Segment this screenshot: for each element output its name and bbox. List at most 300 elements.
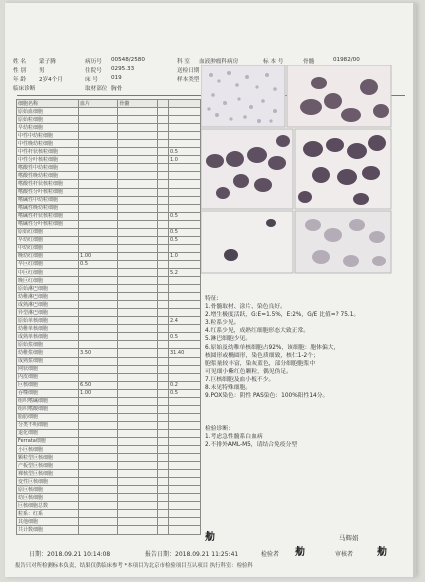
- cell-value: [168, 502, 200, 510]
- cell-value: 1.0: [168, 156, 200, 164]
- cell-value: [157, 478, 168, 486]
- cell-value: [79, 429, 118, 437]
- submit-date-label: 送检日期: [177, 68, 200, 74]
- table-row: [17, 518, 201, 526]
- cell-value: [118, 405, 157, 413]
- sex-label: 性 别: [13, 68, 26, 74]
- cell-value: [118, 389, 157, 397]
- cell-value: [79, 164, 118, 172]
- cell-value: [168, 285, 200, 293]
- finding-line: 4.红系少见，成熟红细胞形态大致正常。: [205, 328, 310, 335]
- cell-value: [79, 413, 118, 421]
- cell-value: [118, 437, 157, 445]
- type-label: 样本类型: [177, 77, 200, 83]
- table-row: [17, 244, 201, 252]
- cell-value: [118, 252, 157, 260]
- table-row: [17, 317, 201, 325]
- micrograph-5: [201, 211, 293, 273]
- cell-name: 嗜酸性晚幼粒细胞: [17, 172, 79, 180]
- findings-text: [205, 295, 405, 449]
- cell-value: [157, 494, 168, 502]
- cell-value: [79, 212, 118, 220]
- cell-value: [157, 116, 168, 124]
- finding-line: 检验诊断：: [205, 425, 234, 432]
- micrograph-panel: [201, 65, 393, 275]
- cell-value: [118, 349, 157, 357]
- table-row: [17, 389, 201, 397]
- cell-value: 1.00: [79, 252, 118, 260]
- cell-value: [79, 180, 118, 188]
- table-row: [17, 180, 201, 188]
- finding-line: 2.不排外AML-M5，请结合免疫分型: [205, 441, 298, 448]
- cell-value: [168, 309, 200, 317]
- cell-value: 0.5: [168, 228, 200, 236]
- cell-value: [157, 429, 168, 437]
- cell-value: [118, 397, 157, 405]
- finding-line: 7.巨核细胞及血小板不少。: [205, 376, 275, 383]
- table-row: [17, 236, 201, 244]
- finding-line: 特征:: [205, 296, 219, 302]
- cell-value: 3.50: [79, 349, 118, 357]
- cell-value: [79, 373, 118, 381]
- cell-name: 内皮细胞: [17, 373, 79, 381]
- cell-value: [157, 156, 168, 164]
- table-row: [17, 502, 201, 510]
- cell-name: 幼稚浆细胞: [17, 349, 79, 357]
- cell-value: [157, 462, 168, 470]
- age: 2岁4个月: [39, 77, 63, 83]
- cell-value: [157, 244, 168, 252]
- cell-value: [118, 357, 157, 365]
- cell-value: [157, 502, 168, 510]
- cell-value: [168, 462, 200, 470]
- cell-name: 原巨核细胞: [17, 486, 79, 494]
- table-row: [17, 148, 201, 156]
- cell-value: [168, 341, 200, 349]
- cell-name: 共计数细胞: [17, 526, 79, 534]
- cell-name: 中巨红细胞: [17, 268, 79, 276]
- cell-value: [157, 277, 168, 285]
- finding-line: 8.未见特殊细胞。: [205, 385, 252, 392]
- cell-value: [79, 204, 118, 212]
- cell-value: [168, 518, 200, 526]
- cell-value: [168, 220, 200, 228]
- cell-name: 网状细胞: [17, 365, 79, 373]
- col-header: 血片: [79, 100, 118, 108]
- cell-value: [79, 462, 118, 470]
- cell-value: [79, 502, 118, 510]
- cell-value: [157, 413, 168, 421]
- cell-value: 0.5: [168, 212, 200, 220]
- cell-name: 原始浆细胞: [17, 341, 79, 349]
- cell-value: [157, 365, 168, 373]
- cell-value: [118, 204, 157, 212]
- cell-name: 早幼粒细胞: [17, 124, 79, 132]
- table-row: [17, 140, 201, 148]
- cell-value: [157, 373, 168, 381]
- cell-value: 5.2: [168, 268, 200, 276]
- test-time: 日期：2018.09.21 10:14:08: [29, 551, 111, 558]
- cell-name: 粒系：红系: [17, 510, 79, 518]
- cell-value: [168, 429, 200, 437]
- cell-value: [79, 470, 118, 478]
- cell-value: [118, 196, 157, 204]
- cell-value: [118, 172, 157, 180]
- cell-name: 嗜酸性杆状核粒细胞: [17, 180, 79, 188]
- cell-name: 中性杆状核粒细胞: [17, 148, 79, 156]
- cell-value: [79, 220, 118, 228]
- cell-value: [168, 116, 200, 124]
- reviewer-name: 马辉娟: [339, 534, 359, 542]
- cell-value: [79, 188, 118, 196]
- cell-value: [168, 510, 200, 518]
- cell-value: [118, 180, 157, 188]
- cell-value: [168, 413, 200, 421]
- cell-value: [168, 172, 200, 180]
- col-header: 骨髓: [118, 100, 157, 108]
- diagnosis-label: 临床诊断: [13, 86, 36, 92]
- cell-value: [168, 325, 200, 333]
- cell-value: [168, 301, 200, 309]
- cell-value: [157, 405, 168, 413]
- finding-line: 可见细小紫红色颗粒，偶见伪足。: [205, 368, 292, 375]
- cell-value: [118, 212, 157, 220]
- cell-value: [157, 470, 168, 478]
- cell-value: [79, 132, 118, 140]
- col-header: [157, 100, 168, 108]
- table-row: [17, 260, 201, 268]
- cell-value: [118, 381, 157, 389]
- cell-name: 原始单核细胞: [17, 317, 79, 325]
- cell-value: [157, 518, 168, 526]
- cell-name: 巨核细胞: [17, 381, 79, 389]
- cell-value: [157, 421, 168, 429]
- specimen-number: 01982/00: [333, 57, 360, 63]
- cell-name: 原始粒细胞: [17, 116, 79, 124]
- cell-value: [157, 526, 168, 534]
- finding-line: 1.考虑急性髓系白血病: [205, 433, 263, 440]
- disclaimer: 报告只对所检测标本负责，结果仅供临床参考 *本项目为北京市检验项目互认项目 执行科室：检验科: [15, 563, 253, 569]
- table-row: [17, 277, 201, 285]
- table-row: [17, 108, 201, 116]
- cell-value: [79, 478, 118, 486]
- cell-value: [79, 228, 118, 236]
- cell-value: 0.2: [168, 381, 200, 389]
- cell-value: [157, 285, 168, 293]
- cell-value: [118, 478, 157, 486]
- cell-name: 早幼红细胞: [17, 236, 79, 244]
- table-row: [17, 293, 201, 301]
- sex: 男: [39, 68, 45, 74]
- cell-value: [118, 341, 157, 349]
- cell-value: [168, 373, 200, 381]
- cell-value: [157, 309, 168, 317]
- cell-value: 2.4: [168, 317, 200, 325]
- cell-value: [118, 293, 157, 301]
- cell-value: [118, 421, 157, 429]
- cell-value: [79, 285, 118, 293]
- finding-line: 9.POX染色：阴性 PAS染色：100%阳性14分。: [205, 393, 329, 400]
- cell-value: [157, 124, 168, 132]
- cell-value: [168, 108, 200, 116]
- dept-label: 科 室: [177, 59, 190, 65]
- bed-number: 019: [111, 75, 122, 81]
- checker-signature: 㔗: [205, 532, 215, 543]
- cell-value: [168, 357, 200, 365]
- cell-value: [118, 220, 157, 228]
- cell-value: [168, 454, 200, 462]
- checker-signature-2: 㔗: [295, 547, 305, 558]
- cell-value: 0.5: [168, 333, 200, 341]
- cell-value: [168, 196, 200, 204]
- cell-value: [118, 285, 157, 293]
- cell-value: [157, 212, 168, 220]
- cell-value: [157, 220, 168, 228]
- table-row: [17, 172, 201, 180]
- cell-value: [79, 333, 118, 341]
- name-label: 姓 名: [13, 59, 26, 65]
- cell-value: [118, 462, 157, 470]
- cell-name: 嗜碱性杆状核粒细胞: [17, 212, 79, 220]
- cell-name: 颗粒型巨核细胞: [17, 454, 79, 462]
- table-row: [17, 204, 201, 212]
- cell-value: [79, 510, 118, 518]
- cell-name: 嗜碱性晚幼粒细胞: [17, 204, 79, 212]
- table-row: [17, 349, 201, 357]
- cell-value: [157, 188, 168, 196]
- cell-value: [118, 518, 157, 526]
- cell-name: 嗜碱性分叶核粒细胞: [17, 220, 79, 228]
- cell-value: [157, 446, 168, 454]
- cell-value: [168, 397, 200, 405]
- cell-value: [79, 156, 118, 164]
- cell-value: [168, 421, 200, 429]
- table-row: [17, 268, 201, 276]
- finding-line: 1.骨髓取材、涂片、染色良好。: [205, 304, 286, 311]
- site: 胸骨: [111, 86, 123, 92]
- cell-name: 脂肪细胞: [17, 413, 79, 421]
- cell-name: 巨核细胞总数: [17, 502, 79, 510]
- cell-value: [118, 309, 157, 317]
- cell-value: [157, 349, 168, 357]
- cell-value: [118, 502, 157, 510]
- cell-value: [118, 301, 157, 309]
- cell-value: [118, 510, 157, 518]
- cell-value: [168, 180, 200, 188]
- table-row: [17, 413, 201, 421]
- cell-name: 原始红细胞: [17, 228, 79, 236]
- table-row: [17, 188, 201, 196]
- table-row: [17, 421, 201, 429]
- record-number: 00548/2580: [111, 57, 145, 63]
- cell-value: [157, 301, 168, 309]
- cell-value: [168, 132, 200, 140]
- cell-value: 0.5: [168, 389, 200, 397]
- cell-name: 晚巨红细胞: [17, 277, 79, 285]
- cell-value: [79, 446, 118, 454]
- finding-line: [205, 400, 405, 408]
- table-row: [17, 333, 201, 341]
- cell-value: [168, 293, 200, 301]
- cell-value: [118, 244, 157, 252]
- cell-value: [79, 309, 118, 317]
- cell-value: [157, 333, 168, 341]
- checker-label: 检验者: [261, 551, 280, 558]
- cell-value: [118, 132, 157, 140]
- cell-value: [118, 317, 157, 325]
- cell-value: [168, 486, 200, 494]
- table-row: [17, 116, 201, 124]
- table-header-row: [17, 100, 201, 108]
- cell-name: 早巨红细胞: [17, 260, 79, 268]
- cell-value: [118, 116, 157, 124]
- table-row: [17, 462, 201, 470]
- cell-value: [79, 486, 118, 494]
- cell-value: [79, 494, 118, 502]
- cell-value: [79, 405, 118, 413]
- specimen-kind: 骨髓: [303, 59, 315, 65]
- cell-name: 组织嗜碱细胞: [17, 397, 79, 405]
- cell-value: 1.00: [79, 389, 118, 397]
- cell-name: 小巨核细胞: [17, 446, 79, 454]
- finding-line: [205, 416, 405, 424]
- cell-name: 嗜酸性分叶核粒细胞: [17, 188, 79, 196]
- cell-value: [118, 124, 157, 132]
- reviewer-signature: 㔗: [377, 547, 387, 558]
- cell-value: [157, 164, 168, 172]
- table-row: [17, 365, 201, 373]
- cell-name: 中性晚幼粒细胞: [17, 140, 79, 148]
- cell-value: [157, 260, 168, 268]
- cell-value: [157, 317, 168, 325]
- table-row: [17, 373, 201, 381]
- cell-name: Ferrata细胞: [17, 437, 79, 445]
- cell-value: [79, 116, 118, 124]
- cell-name: 幼巨核细胞: [17, 494, 79, 502]
- cell-value: [79, 317, 118, 325]
- inpatient-number: 0295.33: [111, 66, 135, 72]
- cell-name: 吞噬细胞: [17, 389, 79, 397]
- cell-value: [118, 486, 157, 494]
- cell-value: 0.5: [168, 148, 200, 156]
- report-sheet: [5, 3, 416, 577]
- cell-value: [79, 293, 118, 301]
- cell-name: 晚幼红细胞: [17, 252, 79, 260]
- cell-name: 中性中幼粒细胞: [17, 132, 79, 140]
- cell-value: [168, 164, 200, 172]
- cell-name: 分类不明细胞: [17, 421, 79, 429]
- table-row: [17, 309, 201, 317]
- cell-value: [157, 357, 168, 365]
- cell-value: [118, 373, 157, 381]
- table-row: [17, 405, 201, 413]
- table-row: [17, 156, 201, 164]
- cell-value: [168, 437, 200, 445]
- table-row: [17, 196, 201, 204]
- table-row: [17, 510, 201, 518]
- cell-value: [118, 470, 157, 478]
- cell-value: [168, 478, 200, 486]
- cell-value: [157, 454, 168, 462]
- cell-value: [118, 260, 157, 268]
- report-date: 报告日期：2018.09.21 11:25:41: [145, 551, 239, 558]
- table-row: [17, 228, 201, 236]
- finding-line: [205, 408, 405, 416]
- cell-value: [168, 494, 200, 502]
- cell-value: [168, 277, 200, 285]
- cell-name: 产板型巨核细胞: [17, 462, 79, 470]
- cell-value: [79, 140, 118, 148]
- cell-value: [79, 268, 118, 276]
- cell-value: [118, 413, 157, 421]
- cell-value: [157, 252, 168, 260]
- cell-name: 退化细胞: [17, 429, 79, 437]
- cell-value: [79, 341, 118, 349]
- cell-value: [118, 236, 157, 244]
- table-row: [17, 220, 201, 228]
- cell-value: [157, 148, 168, 156]
- cell-value: [118, 454, 157, 462]
- cell-value: [79, 244, 118, 252]
- cell-value: [157, 132, 168, 140]
- table-row: [17, 252, 201, 260]
- cell-value: [168, 446, 200, 454]
- cell-value: [118, 268, 157, 276]
- cell-value: [157, 180, 168, 188]
- inpatient-label: 住院号: [85, 68, 102, 74]
- reviewer-label: 审核者: [335, 551, 354, 558]
- cell-value: [157, 341, 168, 349]
- cell-value: [79, 325, 118, 333]
- cell-value: [79, 236, 118, 244]
- cell-value: [79, 148, 118, 156]
- department: 血液肿瘤科病房: [199, 59, 239, 65]
- cell-name: 其他细胞: [17, 518, 79, 526]
- cell-value: [157, 437, 168, 445]
- cell-value: [118, 156, 157, 164]
- bed-label: 床 号: [85, 77, 98, 83]
- table-row: [17, 341, 201, 349]
- cell-value: [168, 470, 200, 478]
- cell-value: [157, 325, 168, 333]
- col-header: 细胞名称: [17, 100, 79, 108]
- cell-value: [79, 301, 118, 309]
- col-header: [168, 100, 200, 108]
- table-row: [17, 301, 201, 309]
- cell-name: 成熟浆细胞: [17, 357, 79, 365]
- cell-value: [118, 148, 157, 156]
- table-row: [17, 124, 201, 132]
- patient-name: 蒙子腾: [39, 59, 56, 65]
- cell-count-table: [16, 99, 201, 535]
- cell-value: [157, 140, 168, 148]
- table-row: [17, 381, 201, 389]
- cell-value: [79, 421, 118, 429]
- table-row: [17, 454, 201, 462]
- cell-value: [157, 196, 168, 204]
- cell-value: [157, 293, 168, 301]
- finding-line: 核圆形或椭圆形，染色质细致，核仁1-2个；: [205, 352, 319, 359]
- cell-name: 原始血细胞: [17, 108, 79, 116]
- table-row: [17, 446, 201, 454]
- cell-value: [118, 429, 157, 437]
- cell-name: 原始淋巴细胞: [17, 285, 79, 293]
- table-row: [17, 285, 201, 293]
- site-label: 取材部位: [85, 86, 108, 92]
- cell-value: [79, 437, 118, 445]
- cell-value: [118, 446, 157, 454]
- cell-value: 1.0: [168, 252, 200, 260]
